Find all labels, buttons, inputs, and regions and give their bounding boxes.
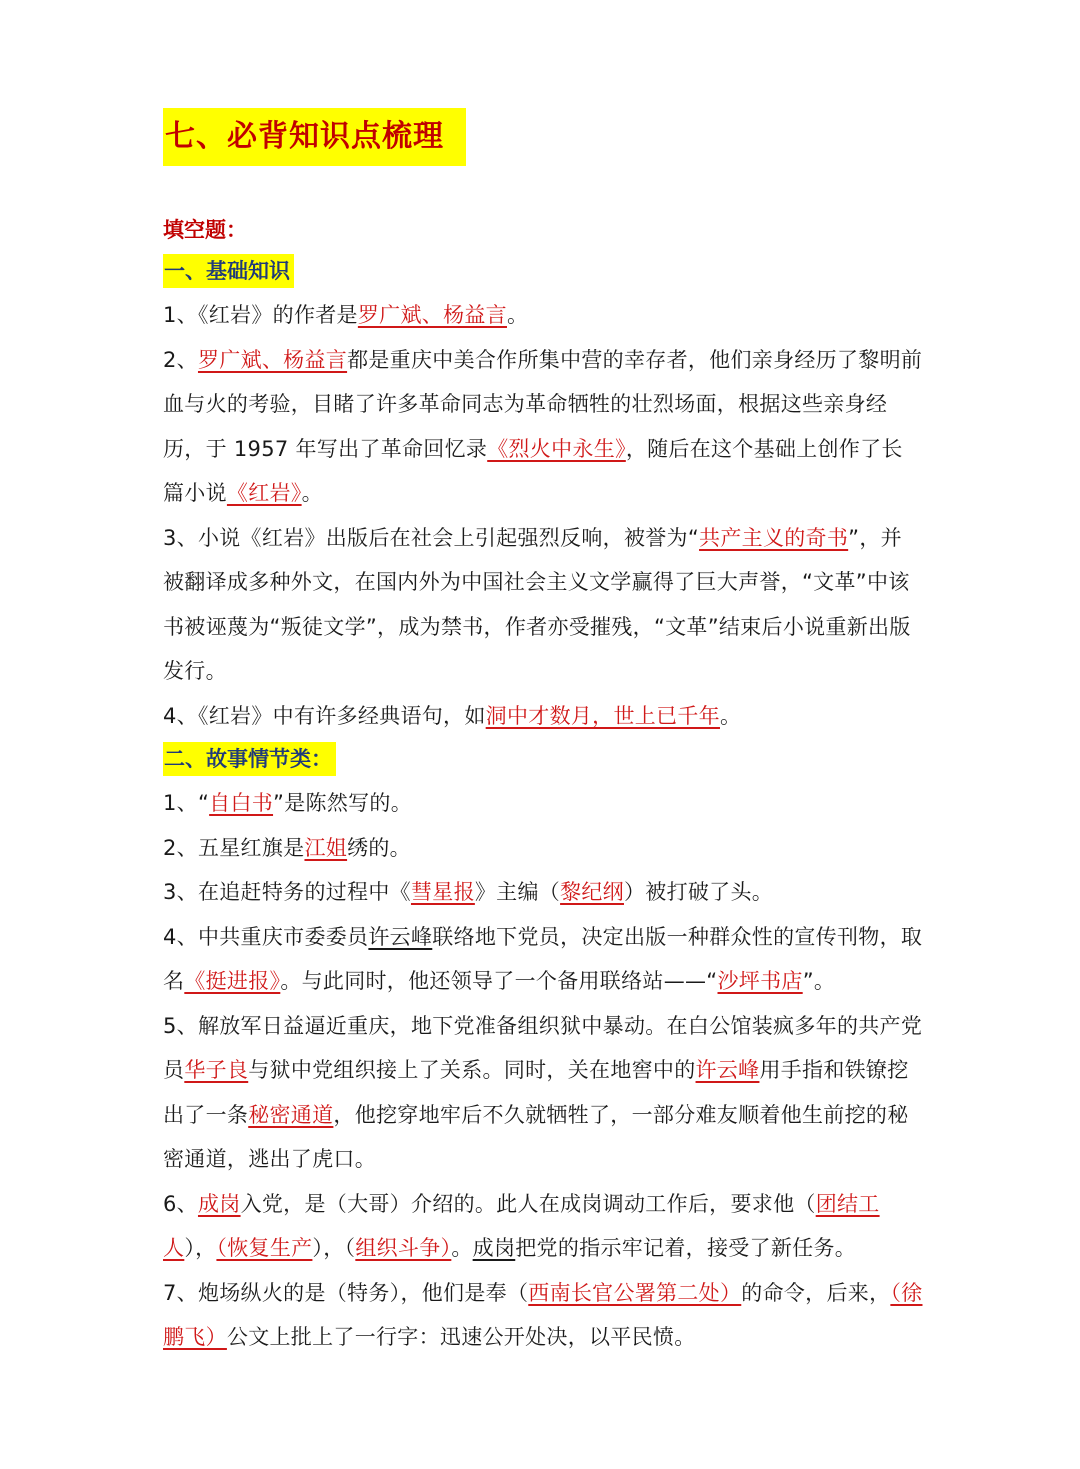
section: [163, 250, 923, 738]
question-text: ），: [184, 1236, 217, 1260]
question-type-heading: 填空题：: [163, 218, 247, 242]
page-title: 七、必背知识点梳理: [163, 108, 466, 166]
answer-blank: 秘密通道: [248, 1102, 334, 1127]
answer-blank: （徐鹏飞）: [163, 1280, 923, 1349]
question-text: ），（: [312, 1236, 356, 1260]
question-text: ）被打破了头。: [623, 880, 774, 904]
answer-blank: 洞中才数月，世上已千年: [485, 703, 720, 728]
question-text: 5、解放军日益逼近重庆，地下党准备组织狱中暴动。在白公馆装疯多年的共产党员: [163, 1013, 923, 1082]
answer-blank: 黎纪纲: [560, 880, 624, 904]
question-item: [163, 694, 923, 739]
question-text: 6、: [163, 1191, 198, 1216]
answer-blank: 《烈火中永生》: [487, 436, 626, 461]
answer-blank: 《挺进报》: [184, 969, 281, 993]
question-text: 与狱中党组织接上了关系。同时，关在地窖中的: [248, 1058, 696, 1082]
question-text: 。: [506, 303, 529, 327]
answer-blank: 成岗: [197, 1191, 241, 1216]
question-text: 入党，是（大哥）介绍的。此人在成岗调动工作后，要求他（: [240, 1191, 816, 1216]
answer-blank: 江姐: [304, 835, 348, 860]
sections-container: [163, 250, 923, 1360]
question-text: 。: [451, 1236, 473, 1260]
question-text: ”，并被翻译成多种外文，在国内外为中国社会主义文学赢得了巨大声誉，“文革”中该书被诬蔑为“叛徒文学”，成为禁书，作者亦受摧残，“文革”结束后小说重新出版发行。: [163, 525, 911, 683]
answer-blank: 组织斗争）: [355, 1236, 452, 1260]
question-text: ”。: [802, 969, 836, 993]
question-item: [163, 870, 923, 915]
answer-blank: 罗广斌、杨益言: [357, 303, 507, 327]
answer-blank: 西南长官公署第二处）: [528, 1280, 742, 1305]
question-text: 绣的。: [347, 835, 411, 860]
section: [163, 738, 923, 1360]
question-text: 1、《红岩》的作者是: [163, 303, 358, 327]
question-item: [163, 781, 923, 826]
question-text: 4、《红岩》中有许多经典语句，如: [163, 703, 486, 728]
question-text: 》主编（: [474, 880, 561, 904]
question-text: 3、小说《红岩》出版后在社会上引起强烈反响，被誉为“: [163, 525, 700, 550]
question-text: 公文上批上了一行字：迅速公开处决，以平民愤。: [226, 1325, 696, 1349]
question-text: 把党的指示牢记着，接受了新任务。: [515, 1236, 857, 1260]
question-text: 2、五星红旗是: [163, 835, 305, 860]
answer-blank: 《红岩》: [226, 481, 302, 505]
answer-blank: 罗广斌、杨益言: [197, 347, 348, 372]
answer-blank: 许云峰: [695, 1058, 760, 1082]
section-heading: 一、基础知识: [163, 254, 294, 288]
question-text: 。与此同时，他还领导了一个备用联络站——“: [280, 969, 718, 993]
question-text: 用手指和铁镣挖出了一条: [163, 1058, 909, 1127]
question-text: 2、: [163, 347, 198, 372]
question-text: 的命令，后来，: [741, 1280, 891, 1305]
question-text: 1、“: [163, 791, 210, 815]
answer-blank: 沙坪书店: [717, 969, 803, 993]
question-text: 。: [301, 481, 323, 505]
answer-blank: 华子良: [184, 1058, 249, 1082]
question-item: [163, 1004, 923, 1182]
question-text: 联络地下党员，决定出版一种群众性的宣传刊物，取名: [163, 924, 923, 993]
question-item: [163, 1182, 923, 1271]
question-text: ，他挖穿地牢后不久就牺牲了，一部分难友顺着他生前挖的秘密通道，逃出了虎口。: [163, 1102, 909, 1171]
question-item: [163, 293, 923, 338]
answer-blank: 彗星报: [410, 880, 475, 904]
answer-blank: （恢复生产: [216, 1236, 313, 1260]
question-item: [163, 338, 923, 516]
answer-blank: 团结工人: [163, 1191, 880, 1260]
question-text: 4、中共重庆市委委员: [163, 924, 369, 949]
question-item: [163, 1271, 923, 1360]
question-text: 7、炮场纵火的是（特务），他们是奉（: [163, 1280, 529, 1305]
question-text: ”是陈然写的。: [273, 791, 413, 815]
question-text: 。: [719, 703, 742, 728]
underlined-text: 成岗: [472, 1236, 516, 1260]
answer-blank: 自白书: [209, 791, 274, 815]
question-item: [163, 826, 923, 871]
document-page: [163, 108, 923, 1360]
question-item: [163, 915, 923, 1004]
underlined-text: 许云峰: [368, 924, 433, 949]
answer-blank: 共产主义的奇书: [699, 525, 849, 550]
question-text: 都是重庆中美合作所集中营的幸存者，他们亲身经历了黎明前血与火的考验，目睹了许多革命同志为革命牺牲的壮烈场面，根据这些亲身经历，于 1957 年写出了革命回忆录: [163, 347, 923, 461]
section-heading: 二、故事情节类：: [163, 742, 336, 776]
question-text: ，随后在这个基础上创作了长篇小说: [163, 436, 903, 505]
question-item: [163, 516, 923, 694]
question-text: 3、在追赶特务的过程中《: [163, 880, 411, 904]
